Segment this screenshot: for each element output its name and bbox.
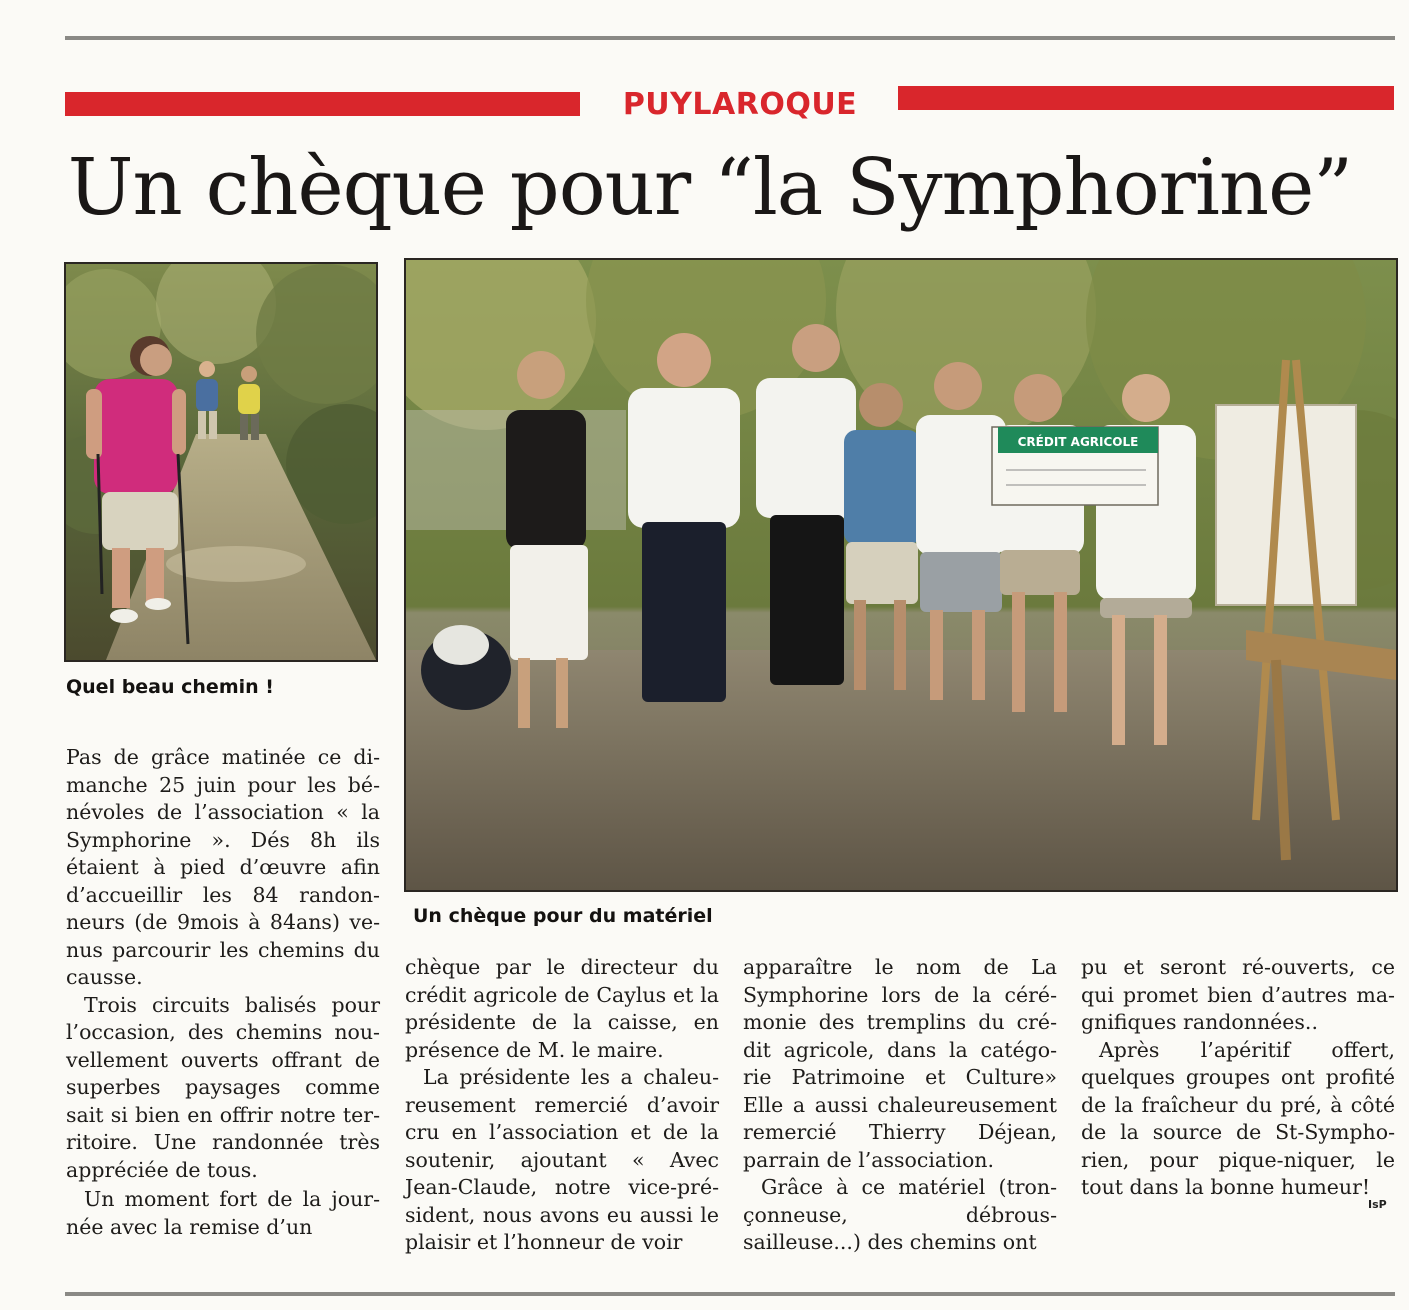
cheque-caption: Un chèque pour du matériel xyxy=(413,905,713,927)
cheque-board xyxy=(992,427,1158,505)
article-column-2 xyxy=(66,1186,380,1241)
article-column-1 xyxy=(66,744,380,1244)
cheque-photo xyxy=(404,258,1398,892)
headline: Un chèque pour “la Symphorine” xyxy=(67,143,1353,233)
photo-credit: IsP xyxy=(1368,1198,1387,1211)
cheque-bank-label: CRÉDIT AGRICOLE xyxy=(1017,435,1139,449)
hikers-caption: Quel beau chemin ! xyxy=(66,676,274,698)
paragraph-moment-start: Un moment fort de la jour-née avec la remise d’un xyxy=(66,1187,380,1239)
bottom-rule xyxy=(65,1292,1395,1296)
kicker-bar-right xyxy=(898,86,1394,110)
top-rule xyxy=(65,36,1395,40)
hikers-photo xyxy=(64,262,378,662)
paragraph-materiel-cont: pu et seront ré-ouverts, ce qui promet bien d’autres ma-gnifiques randonnées.. xyxy=(1081,955,1395,1034)
paragraph-circuits: Trois circuits balisés pour l’occasion, des chemins nou-vellement ouverts offrant de superbes paysages comme sait si bien en offrir notre ter-ritoire. Une randonnée très appréciée de tous. xyxy=(66,992,380,1182)
paragraph-materiel: Grâce à ce matériel (tron-çonneuse, débrous-sailleuse...) des chemins ont xyxy=(743,1175,1057,1254)
article-column-3a xyxy=(405,954,719,1257)
paragraph-intro: Pas de grâce matinée ce di-manche 25 juin pour les bé-névoles de l’association « la Symphorine ». Dés 8h ils étaient à pied d’œuvre afin d’accueillir les 84 randon-neurs (de 9mois à 84ans) ve-nus parcourir les chemins du causse. xyxy=(66,745,380,989)
paragraph-president-cont: apparaître le nom de La Symphorine lors de la céré-monie des tremplins du cré-dit agricole, dans la catégo-rie Patrimoine et Culture» Elle a aussi chaleureusement remercié Thierry Déjean, parrain de l’association. xyxy=(743,955,1057,1172)
article-column-4 xyxy=(1081,954,1395,1202)
paragraph-moment-cont: chèque par le directeur du crédit agricole de Caylus et la présidente de la caisse, en présence de M. le maire. xyxy=(405,955,719,1062)
paragraph-president: La présidente les a chaleu-reusement remercié d’avoir cru en l’association et de la soutenir, ajoutant « Avec Jean-Claude, notre vice-pré-sident, nous avons eu aussi le plaisir et l’honneur de voir xyxy=(405,1065,719,1254)
paragraph-aperitif: Après l’apéritif offert, quelques groupes ont profité de la fraîcheur du pré, à côté de la source de St-Sympho-rien, pour pique-niquer, le tout dans la bonne humeur! xyxy=(1081,1037,1395,1199)
article-column-3b xyxy=(743,954,1057,1257)
hikers-illustration xyxy=(66,264,376,660)
kicker-bar-left xyxy=(65,92,580,116)
section-kicker: PUYLAROQUE xyxy=(622,87,858,122)
group-illustration xyxy=(406,260,1396,890)
